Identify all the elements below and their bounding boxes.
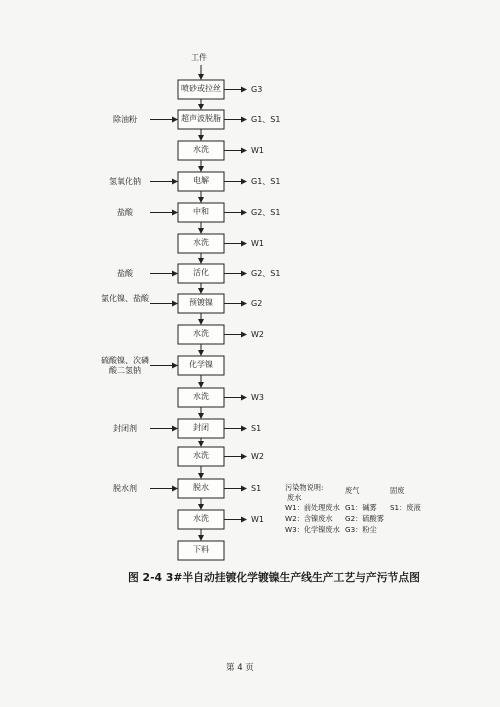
legend-g2: G2：硫酸雾 xyxy=(345,514,384,523)
process-label-13: 水洗 xyxy=(193,451,209,460)
process-label-14: 脱水 xyxy=(193,483,209,492)
page-number: 第 4 页 xyxy=(226,663,254,673)
process-label-8: 预镀镍 xyxy=(189,298,213,307)
input-label-5: 盐酸 xyxy=(117,207,133,217)
input-label-4: 氢氧化钠 xyxy=(109,176,141,186)
legend-s1: S1：废液 xyxy=(390,503,421,512)
output-label-5: G2、S1 xyxy=(251,207,281,217)
legend-header-wastewater: 废水 xyxy=(287,493,302,502)
output-label-1: G3 xyxy=(251,84,263,94)
output-label-7: G2、S1 xyxy=(251,268,281,278)
output-label-3: W1 xyxy=(251,145,264,155)
input-label-7: 盐酸 xyxy=(117,268,133,278)
process-label-7: 活化 xyxy=(193,268,209,277)
legend-header-exhaust: 废气 xyxy=(345,486,360,495)
input-label-14: 脱水剂 xyxy=(113,483,137,493)
legend-w1: W1：前处理废水 xyxy=(285,503,340,512)
output-label-14: S1 xyxy=(251,483,262,493)
output-label-2: G1、S1 xyxy=(251,114,281,124)
input-label-10: 硫酸镍、次磷酸二氢钠 xyxy=(101,355,149,375)
process-label-11: 水洗 xyxy=(193,392,209,401)
output-label-6: W1 xyxy=(251,238,264,248)
legend-title: 污染物说明: xyxy=(285,483,324,492)
output-label-9: W2 xyxy=(251,329,264,339)
process-label-15: 水洗 xyxy=(193,514,209,523)
input-label-8: 氯化镍、盐酸 xyxy=(101,293,149,303)
process-label-6: 水洗 xyxy=(193,238,209,247)
legend-w2: W2：含镍废水 xyxy=(285,514,333,523)
legend-g3: G3：粉尘 xyxy=(345,525,377,534)
process-label-4: 电解 xyxy=(193,176,209,185)
legend-header-solid: 固废 xyxy=(390,486,405,495)
output-label-11: W3 xyxy=(251,392,264,402)
process-label-2: 超声波脱脂 xyxy=(181,114,221,123)
process-label-5: 中和 xyxy=(193,207,209,216)
output-label-13: W2 xyxy=(251,451,264,461)
output-label-4: G1、S1 xyxy=(251,176,281,186)
input-label-2: 除油粉 xyxy=(113,114,137,124)
start-label: 工件 xyxy=(191,53,207,62)
process-label-9: 水洗 xyxy=(193,329,209,338)
output-label-8: G2 xyxy=(251,298,263,308)
process-label-3: 水洗 xyxy=(193,145,209,154)
output-label-12: S1 xyxy=(251,423,262,433)
process-label-1: 喷砂或拉丝 xyxy=(181,84,221,93)
output-label-15: W1 xyxy=(251,514,264,524)
legend-w3: W3：化学镍废水 xyxy=(285,525,340,534)
process-label-16: 下料 xyxy=(193,545,209,554)
input-label-12: 封闭剂 xyxy=(113,423,137,433)
legend-g1: G1：碱雾 xyxy=(345,503,377,512)
figure-caption: 图 2-4 3#半自动挂镀化学镀镍生产线生产工艺与产污节点图 xyxy=(128,571,420,584)
process-label-10: 化学镍 xyxy=(189,360,213,369)
process-label-12: 封闭 xyxy=(193,423,209,432)
